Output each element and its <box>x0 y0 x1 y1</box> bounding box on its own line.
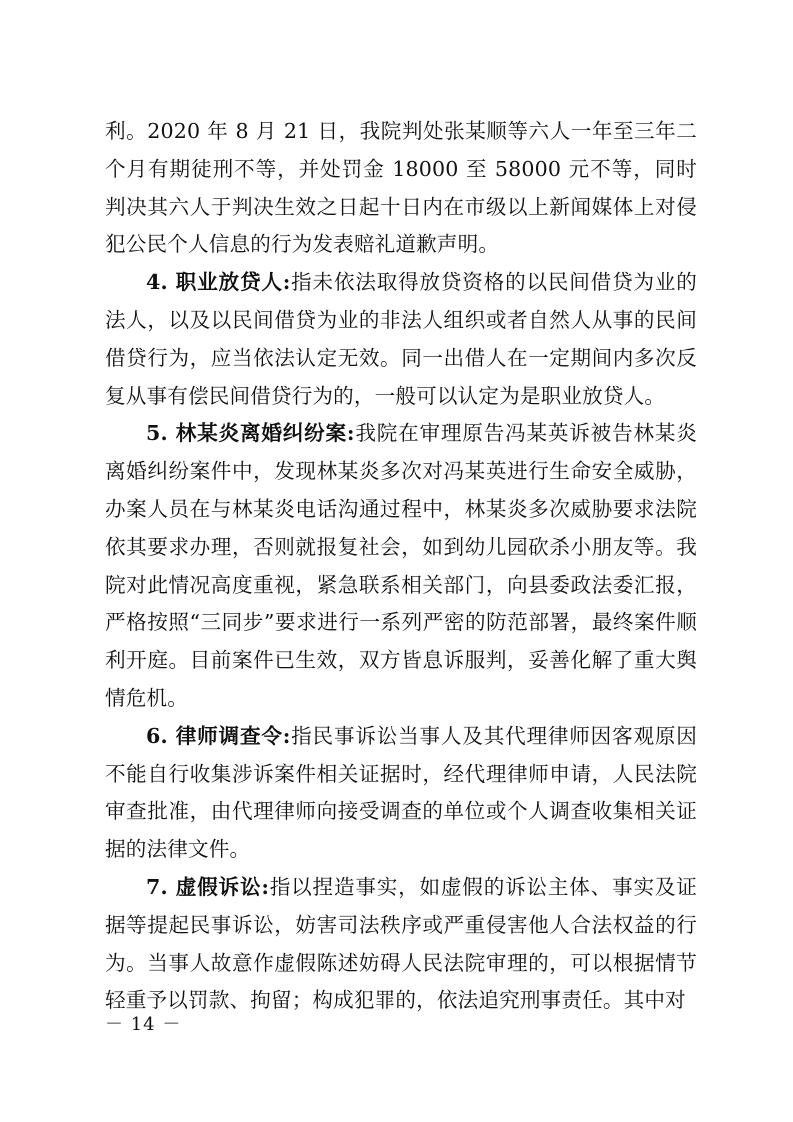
paragraph-text: 指以捏造事实，如虚假的诉讼主体、事实及证据等提起民事诉讼，妨害司法秩序或严重侵害他人合法权益的行为。当事人故意作虚假陈述妨碍人民法院审理的，可以根据情节轻重予以罚款、拘留；构成犯罪的，依法追究刑事责任。其中对 <box>105 874 697 1013</box>
document-body <box>105 113 697 1020</box>
paragraph-text: 利。2020 年 8 月 21 日，我院判处张某顺等六人一年至三年二个月有期徒刑不等，并处罚金 18000 至 58000 元不等，同时判决其六人于判决生效之日起十日内在市级以上新闻媒体上对侵犯公民个人信息的行为发表赔礼道歉声明。 <box>105 119 697 257</box>
paragraph-professional-lender <box>105 264 697 415</box>
paragraph-divorce-case <box>105 415 697 717</box>
paragraph-text: 指未依法取得放贷资格的以民间借贷为业的法人，以及以民间借贷为业的非法人组织或者自然人从事的民间借贷行为，应当依法认定无效。同一出借人在一定期间内多次反复从事有偿民间借贷行为的，一般可以认定为是职业放贷人。 <box>105 270 697 408</box>
paragraph-continued <box>105 113 697 264</box>
paragraph-lawyer-investigation-order <box>105 718 697 869</box>
paragraph-heading: 6. 律师调查令: <box>146 723 291 748</box>
page-number: － 14 － <box>105 1014 182 1035</box>
paragraph-text: 指民事诉讼当事人及其代理律师因客观原因不能自行收集涉诉案件相关证据时，经代理律师申请，人民法院审查批准，由代理律师向接受调查的单位或个人调查收集相关证据的法律文件。 <box>105 723 697 862</box>
paragraph-text: 我院在审理原告冯某英诉被告林某炎离婚纠纷案件中，发现林某炎多次对冯某英进行生命安全威胁，办案人员在与林某炎电话沟通过程中，林某炎多次威胁要求法院依其要求办理，否则就报复社会，如到幼儿园砍杀小朋友等。我院对此情况高度重视，紧急联系相关部门，向县委政法委汇报，严格按照“三同步”要求进行一系列严密的防范部署，最终案件顺利开庭。目前案件已生效，双方皆息诉服判，妥善化解了重大舆情危机。 <box>105 421 697 710</box>
paragraph-heading: 4. 职业放贷人: <box>146 270 291 295</box>
paragraph-heading: 5. 林某炎离婚纠纷案: <box>146 421 355 446</box>
paragraph-false-litigation <box>105 869 697 1020</box>
paragraph-heading: 7. 虚假诉讼: <box>146 874 270 899</box>
